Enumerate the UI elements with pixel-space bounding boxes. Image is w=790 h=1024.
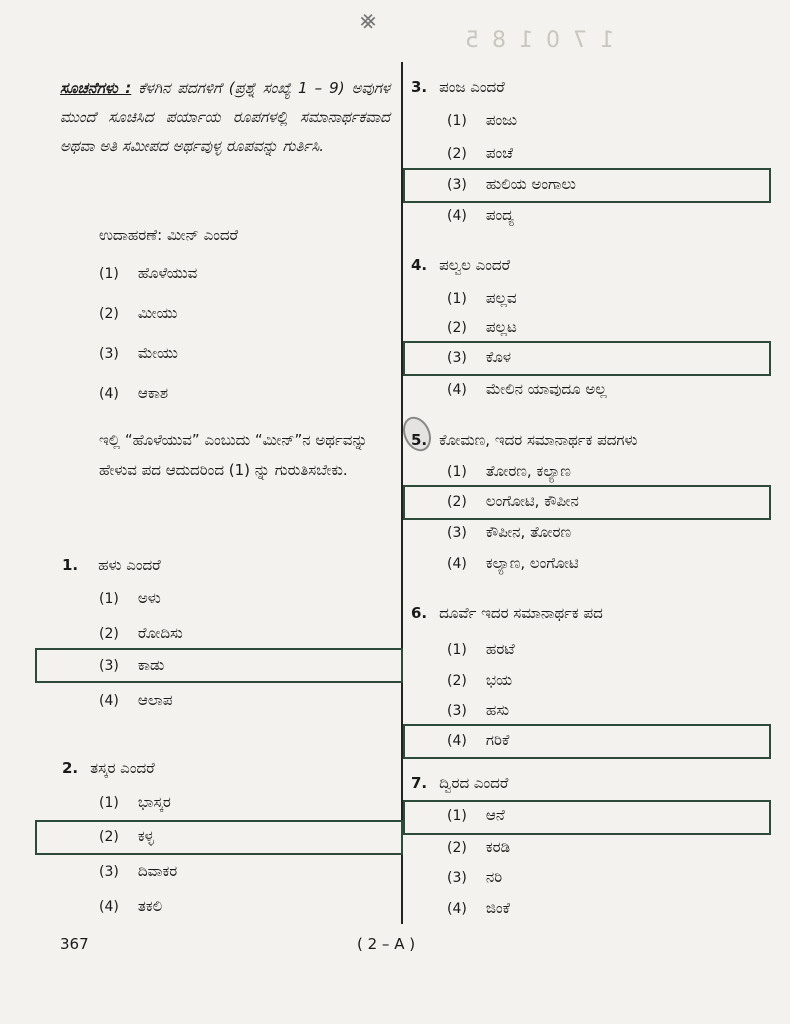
header-ornament: ⨳ — [360, 5, 377, 35]
example-explanation: ಇಲ್ಲಿ “ಹೊಳೆಯುವ” ಎಂಬುದು “ಮೀನ್”ನ ಅರ್ಥವನ್ನು ಹೇಳುವ ಪದ ಆದುದರಿಂದ (1) ನ್ನು ಗುರುತಿಸಬೇಕು. — [99, 431, 368, 479]
q7-option-2[interactable]: (2) ಕರಡಿ — [447, 838, 511, 856]
q2-option-4[interactable]: (4) ತಕಲಿ — [99, 897, 163, 915]
q7-option-1[interactable]: (1) ಆನೆ — [447, 806, 505, 824]
q2-answer-highlight — [35, 820, 403, 855]
question-3: 3. ಪಂಜ ಎಂದರೆ — [411, 78, 505, 96]
question-2: 2. ತಸ್ಕರ ಎಂದರೆ — [62, 759, 155, 777]
example-option-3: (3) ಮೇಯು — [99, 344, 178, 362]
q6-option-3[interactable]: (3) ಹಸು — [447, 701, 510, 719]
q6-option-1[interactable]: (1) ಹರಟೆ — [447, 640, 515, 658]
instructions-heading: ಸೂಚನೆಗಳು : — [60, 79, 132, 97]
q5-option-1[interactable]: (1) ತೋರಣ, ಕಲ್ಯಾಣ — [447, 462, 571, 480]
q7-option-4[interactable]: (4) ಜಿಂಕೆ — [447, 899, 510, 917]
question-7: 7. ದ್ವಿರದ ಎಂದರೆ — [411, 774, 509, 792]
q1-option-1[interactable]: (1) ಅಳು — [99, 589, 161, 607]
bleed-through-code: 1 7 0 1 8 5 — [462, 28, 614, 53]
instructions — [60, 74, 390, 161]
q5-option-3[interactable]: (3) ಕೌಪೀನ, ತೋರಣ — [447, 523, 572, 541]
q6-option-2[interactable]: (2) ಭಯ — [447, 671, 513, 689]
q2-option-3[interactable]: (3) ದಿವಾಕರ — [99, 862, 178, 880]
q3-option-4[interactable]: (4) ಪಂದ್ಯ — [447, 206, 514, 224]
example-option-2: (2) ಮೀಯು — [99, 304, 178, 322]
q1-answer-highlight — [35, 648, 403, 683]
q3-option-2[interactable]: (2) ಪಂಚೆ — [447, 144, 514, 162]
question-4: 4. ಪಲ್ವಲ ಎಂದರೆ — [411, 256, 511, 274]
q1-option-4[interactable]: (4) ಆಲಾಪ — [99, 691, 173, 709]
q5-option-2[interactable]: (2) ಲಂಗೋಟಿ, ಕೌಪೀನ — [447, 492, 579, 510]
question-1: 1. ಹಳು ಎಂದರೆ — [62, 556, 161, 574]
example-option-1: (1) ಹೊಳೆಯುವ — [99, 264, 198, 282]
q4-option-2[interactable]: (2) ಪಲ್ಲಟ — [447, 318, 517, 336]
q7-option-3[interactable]: (3) ನರಿ — [447, 868, 503, 886]
q4-option-4[interactable]: (4) ಮೇಲಿನ ಯಾವುದೂ ಅಲ್ಲ — [447, 380, 607, 398]
example-option-4: (4) ಆಕಾಶ — [99, 384, 169, 402]
q4-option-1[interactable]: (1) ಪಲ್ಲವ — [447, 289, 517, 307]
question-5: 5. ಕೋಮಣ, ಇದರ ಸಮಾನಾರ್ಥಕ ಪದಗಳು — [411, 431, 638, 449]
example-title: ಉದಾಹರಣೆ: ಮೀನ್ ಎಂದರೆ — [99, 226, 239, 244]
question-6: 6. ದೂರ್ವೆ ಇದರ ಸಮಾನಾರ್ಥಕ ಪದ — [411, 604, 603, 622]
q2-option-2[interactable]: (2) ಕಳ್ಳ — [99, 827, 154, 845]
page-number: 367 — [60, 935, 89, 953]
q1-option-2[interactable]: (2) ರೋದಿಸು — [99, 624, 183, 642]
q5-option-4[interactable]: (4) ಕಲ್ಯಾಣ, ಲಂಗೋಟಿ — [447, 554, 579, 572]
q1-option-3[interactable]: (3) ಕಾಡು — [99, 656, 165, 674]
q3-option-1[interactable]: (1) ಪಂಜು — [447, 111, 518, 129]
q2-option-1[interactable]: (1) ಭಾಸ್ಕರ — [99, 793, 171, 811]
q6-option-4[interactable]: (4) ಗರಿಕೆ — [447, 731, 510, 749]
q3-option-3[interactable]: (3) ಹುಲಿಯ ಅಂಗಾಲು — [447, 175, 576, 193]
page-code: ( 2 – A ) — [357, 935, 416, 953]
q4-option-3[interactable]: (3) ಕೊಳ — [447, 348, 511, 366]
instructions-body: ಕೆಳಗಿನ ಪದಗಳಿಗೆ (ಪ್ರಶ್ನೆ ಸಂಖ್ಯೆ 1 – 9) ಅವುಗಳ ಮುಂದೆ ಸೂಚಿಸಿದ ಪರ್ಯಾಯ ರೂಪಗಳಲ್ಲಿ ಸಮಾನಾರ್ಥಕವಾದ ಅಥವಾ ಅತಿ ಸಮೀಪದ ಅರ್ಥವುಳ್ಳ ರೂಪವನ್ನು ಗುರ್ತಿಸಿ. — [60, 79, 390, 155]
